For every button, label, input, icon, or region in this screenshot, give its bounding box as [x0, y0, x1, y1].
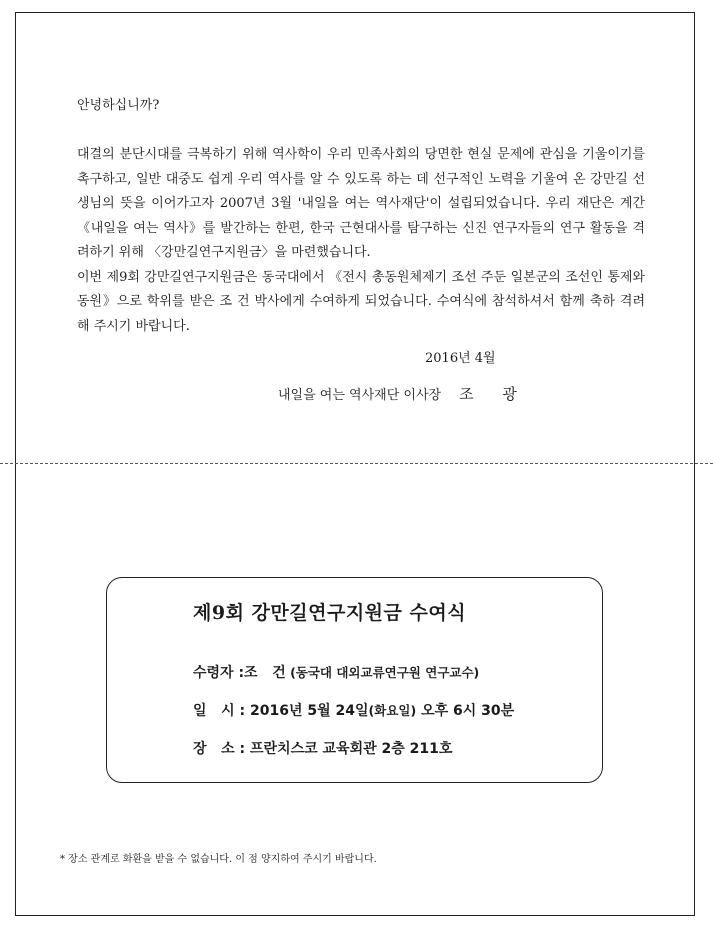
footnote: * 장소 관계로 화환을 받을 수 없습니다. 이 점 양지하여 주시기 바랍니다. [60, 854, 377, 865]
greeting: 안녕하십니까? [77, 98, 160, 113]
letter-paragraph-2: 이번 제9회 강만길연구지원금은 동국대에서 《전시 총동원체제기 조선 주둔 일본군의 조선인 통제와 동원》으로 학위를 받은 조 건 박사에게 수여하게 되었습니다. 수여식에 참석하셔서 함께 축하 격려해 주시기 바랍니다. [77, 269, 645, 334]
recipient-name: 조 건 [244, 665, 286, 681]
invitation-title: 제9회 강만길연구지원금 수여식 [193, 602, 467, 624]
time-label: 일 시 : [193, 703, 251, 719]
place-value: 프란치스코 교육회관 2층 211호 [250, 741, 453, 757]
place-label: 장 소 : [193, 741, 251, 757]
signer-name: 조 광 [459, 385, 529, 403]
time-day: (화요일) [368, 703, 417, 718]
signer-title: 내일을 여는 역사재단 이사장 [278, 388, 442, 403]
place-row [193, 738, 452, 758]
letter-paragraph-1: 대결의 분단시대를 극복하기 위해 역사학이 우리 민족사회의 당면한 현실 문제에 관심을 기울이기를 촉구하고, 일반 대중도 쉽게 우리 역사를 알 수 있도록 하는 데 선구적인 노력을 기울여 온 강만길 선생님의 뜻을 이어가고자 2007년 3월 '내일을 여는 역사재단'이 설립되었습니다. 우리 재단은 계간《내일을 여는 역사》를 발간하는 한편, 한국 근현대사를 탐구하는 신진 연구자들의 연구 활동을 격려하기 위해 〈강만길연구지원금〉을 마련했습니다. [77, 147, 645, 260]
recipient-row [193, 662, 479, 682]
time-value: 2016년 5월 24일 [250, 703, 369, 719]
cut-line [0, 463, 713, 464]
letter-body [77, 143, 645, 339]
time-row [193, 700, 514, 720]
recipient-detail: (동국대 대외교류연구원 연구교수) [285, 665, 480, 680]
signature-line [278, 383, 529, 404]
invitation-card [106, 577, 603, 783]
recipient-label: 수령자 : [193, 665, 245, 681]
letter-date: 2016년 4월 [425, 351, 496, 366]
time-hour: 오후 6시 30분 [416, 703, 515, 719]
